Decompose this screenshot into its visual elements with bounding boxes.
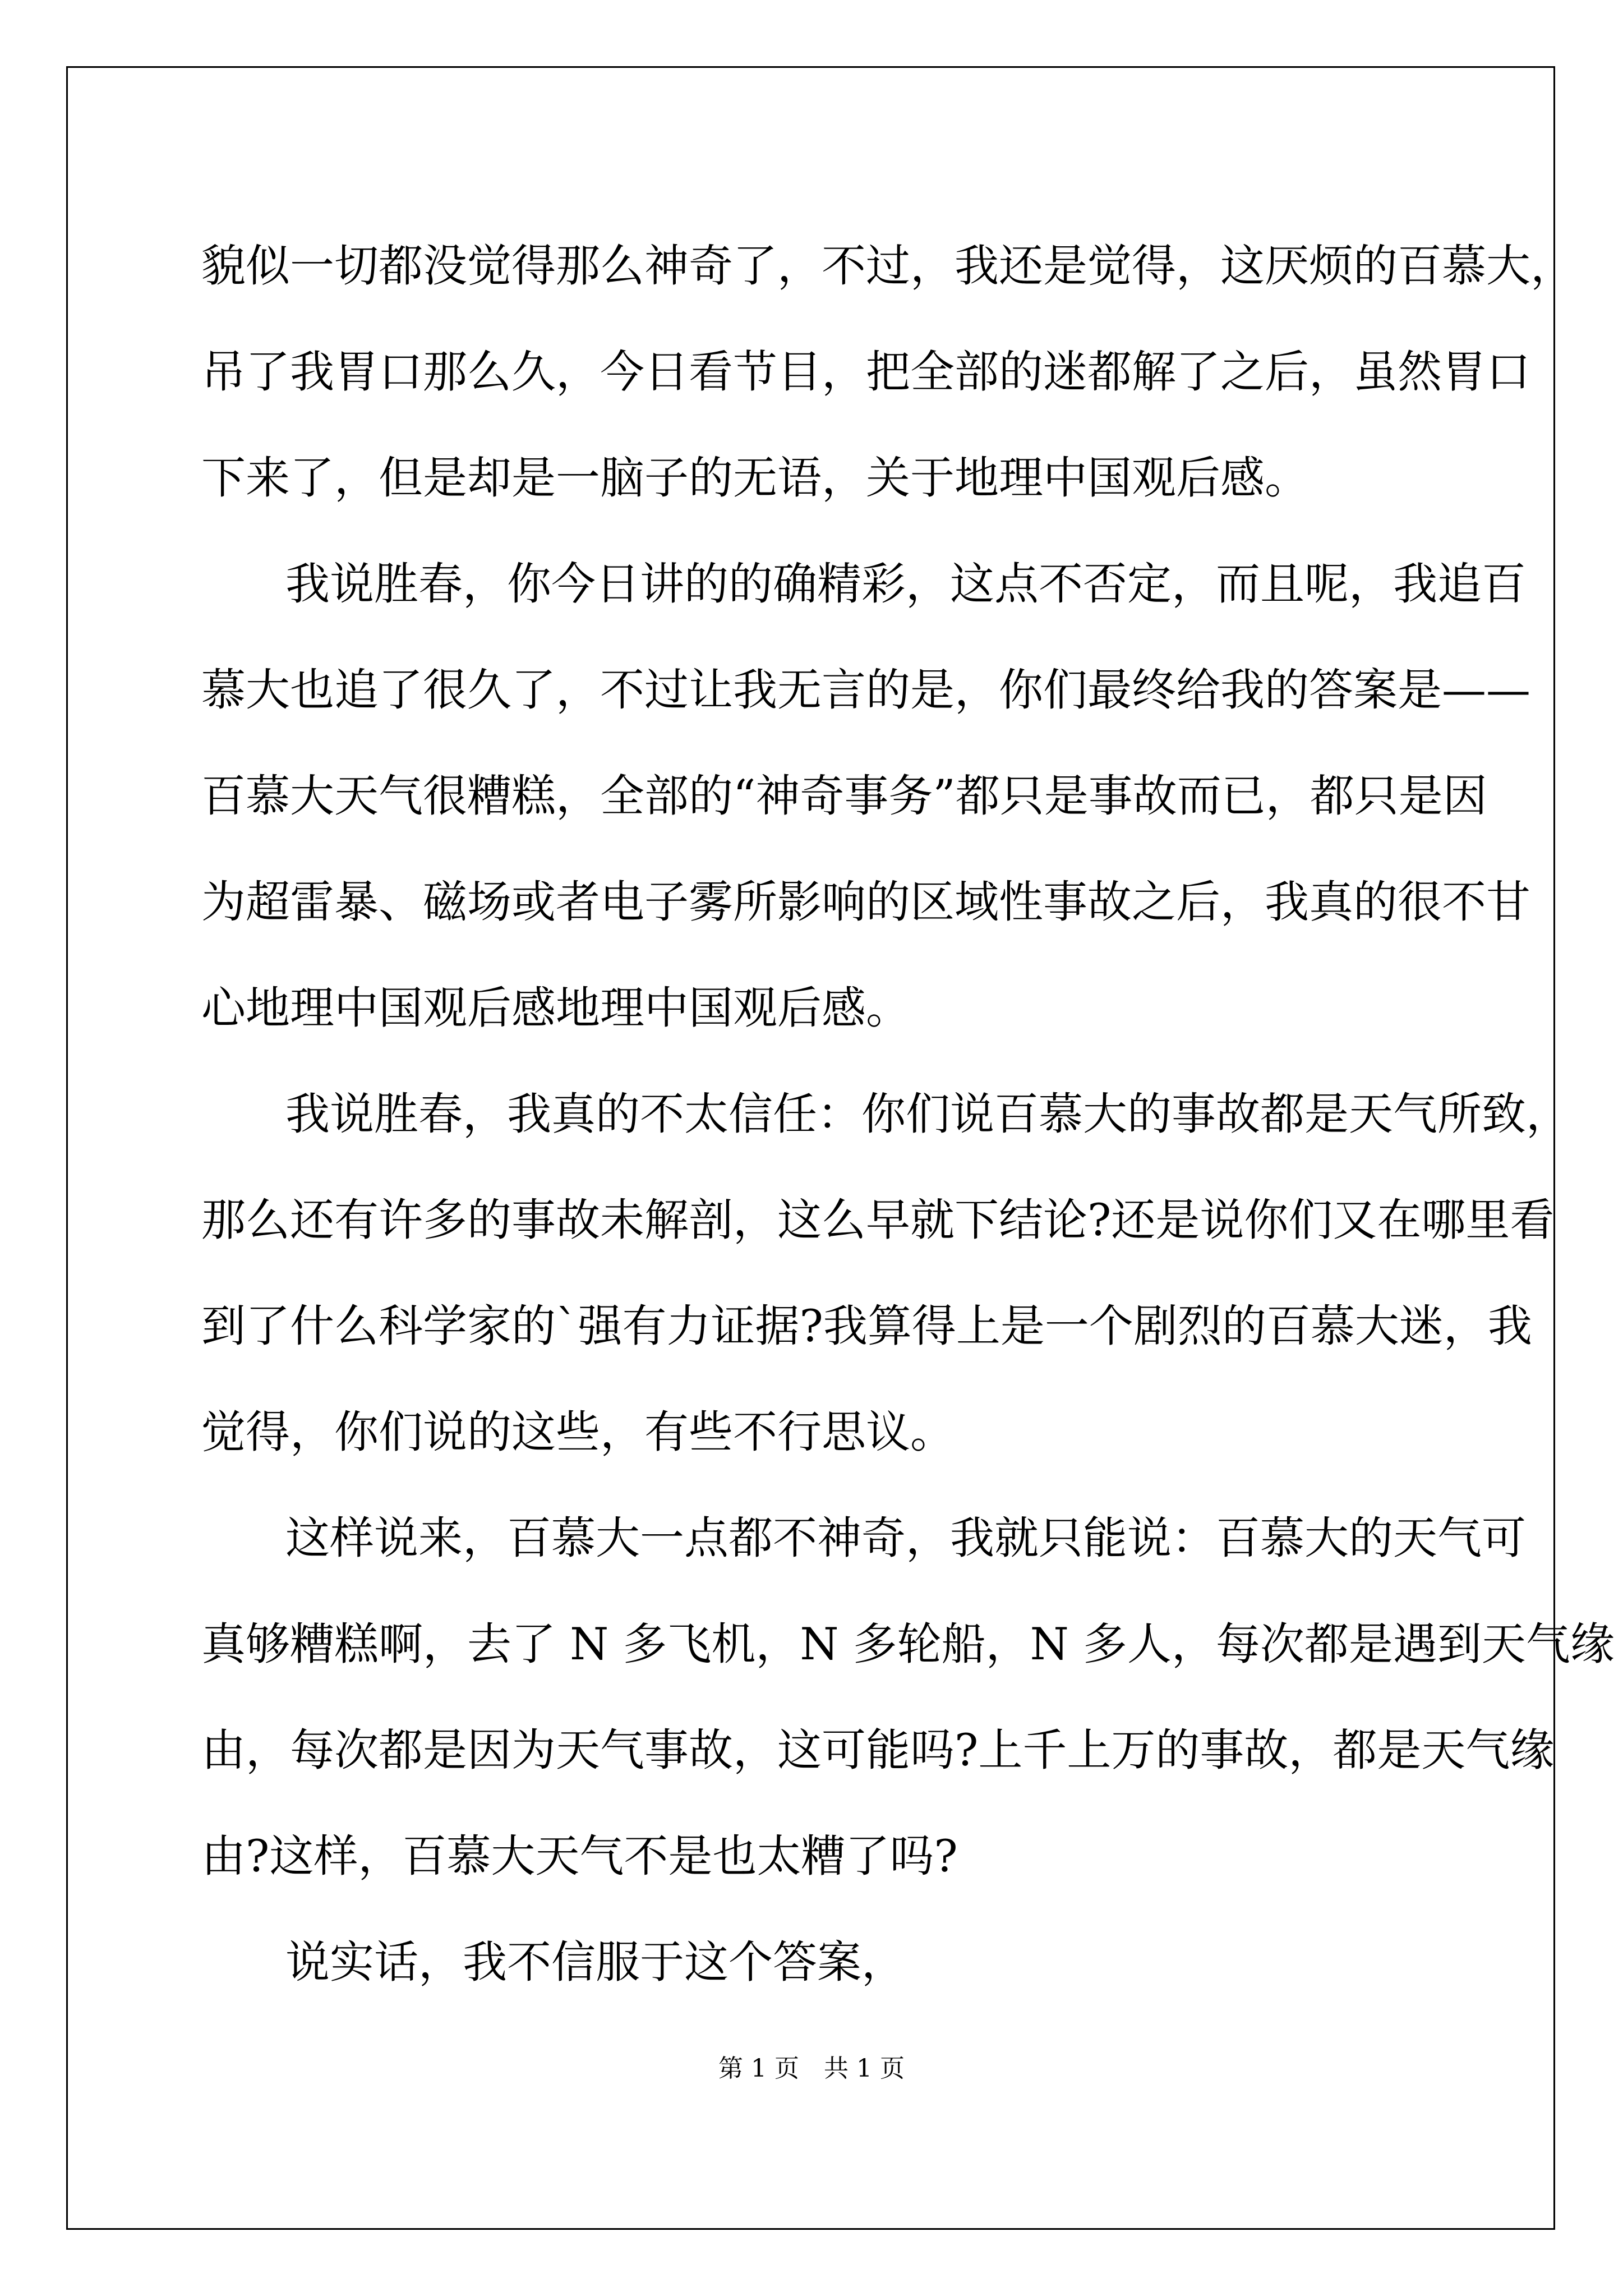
text-line: 到了什么科学家的`强有力证据?我算得上是一个剧烈的百慕大迷，我 xyxy=(201,1300,1532,1352)
text-line: 貌似一切都没觉得那么神奇了，不过，我还是觉得，这厌烦的百慕大， xyxy=(201,240,1575,292)
text-line: 下来了，但是却是一脑子的无语，关于地理中国观后感。 xyxy=(201,452,1309,504)
paragraph-first-line: 这样说来，百慕大一点都不神奇，我就只能说：百慕大的天气可 xyxy=(285,1512,1526,1564)
text-line: 为超雷暴、磁场或者电子雾所影响的区域性事故之后，我真的很不甘 xyxy=(201,876,1530,928)
text-line: 心地理中国观后感地理中国观后感。 xyxy=(201,982,910,1034)
text-line: 慕大也追了很久了，不过让我无言的是，你们最终给我的答案是—— xyxy=(201,664,1530,716)
text-line: 百慕大天气很糟糕，全部的“神奇事务”都只是事故而已，都只是因 xyxy=(201,770,1487,822)
paragraph-first-line: 说实话，我不信服于这个答案， xyxy=(285,1936,906,1988)
document-body xyxy=(201,213,1615,2016)
text-line: 吊了我胃口那么久，今日看节目，把全部的迷都解了之后，虽然胃口 xyxy=(201,346,1530,398)
text-line: 真够糟糕啊，去了 N 多飞机，N 多轮船，N 多人，每次都是遇到天气缘 xyxy=(201,1618,1615,1670)
text-line: 那么还有许多的事故未解剖，这么早就下结论?还是说你们又在哪里看 xyxy=(201,1194,1555,1246)
text-line: 由，每次都是因为天气事故，这可能吗?上千上万的事故，都是天气缘 xyxy=(201,1724,1555,1776)
paragraph-first-line: 我说胜春，你今日讲的的确精彩，这点不否定，而且呢，我追百 xyxy=(285,558,1526,610)
text-line: 觉得，你们说的这些，有些不行思议。 xyxy=(201,1406,955,1458)
text-line: 由?这样，百慕大天气不是也太糟了吗? xyxy=(201,1830,958,1882)
page-number-footer: 第 1 页 共 1 页 xyxy=(718,2054,905,2083)
paragraph-first-line: 我说胜春，我真的不太信任：你们说百慕大的事故都是天气所致， xyxy=(285,1088,1570,1140)
